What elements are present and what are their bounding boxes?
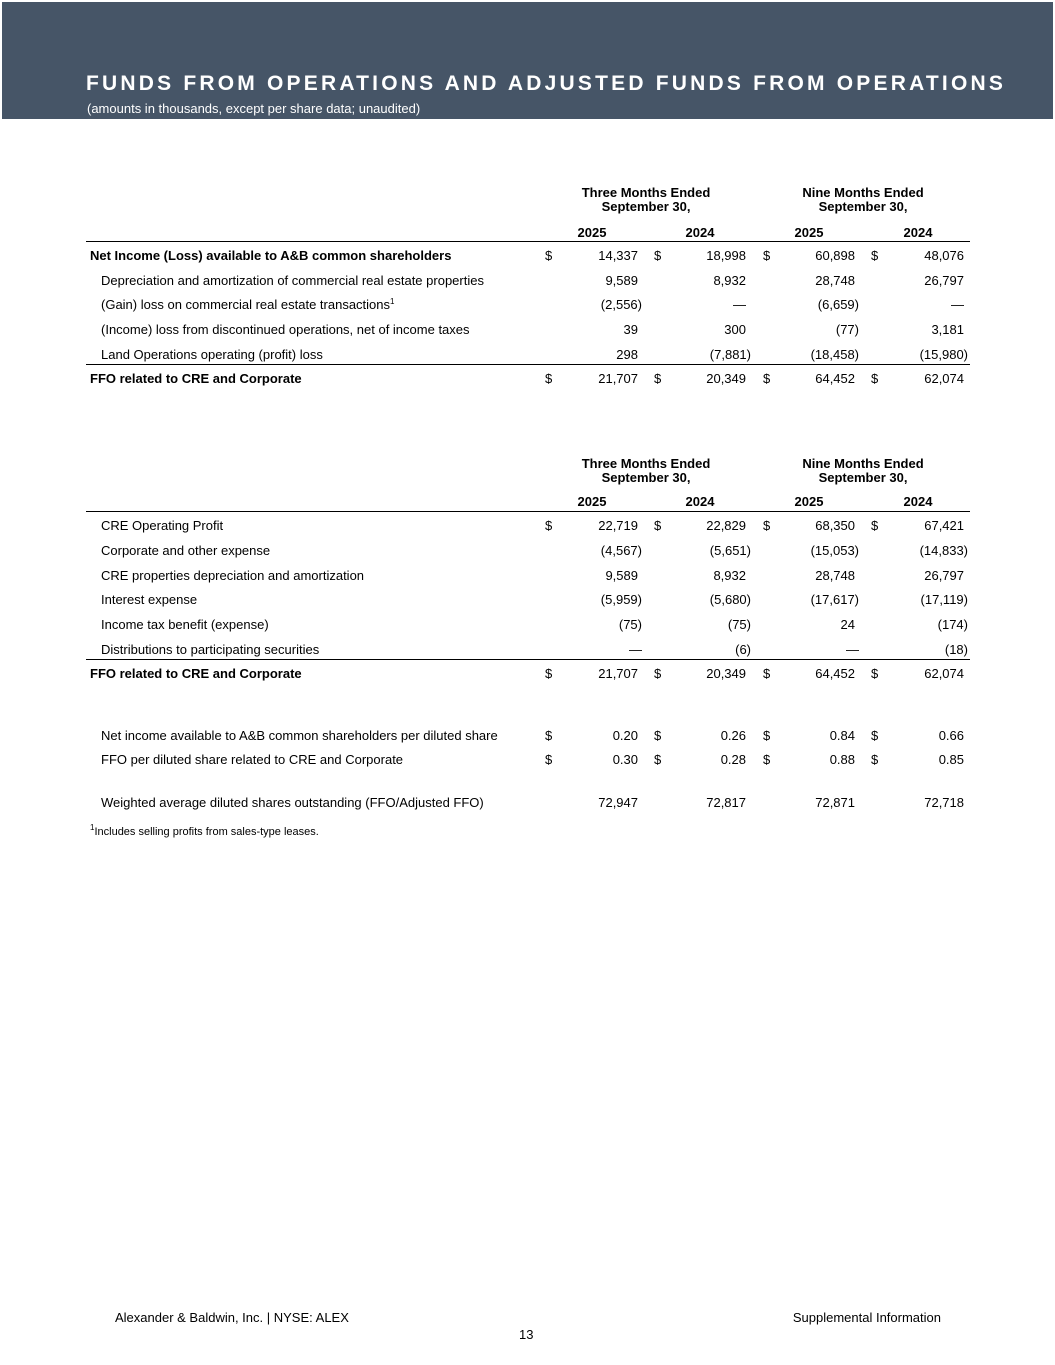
col-group-line2: September 30, [601,470,691,485]
col-group-line1: Nine Months Ended [802,456,924,471]
row-label: CRE properties depreciation and amortization [101,568,365,583]
year-header: 2025 [577,225,607,240]
row-label: Corporate and other expense [101,543,271,558]
year-header: 2024 [903,494,933,509]
table-cell: 0.85 [938,752,964,767]
currency-symbol: $ [871,518,879,533]
row-label: (Income) loss from discontinued operations, net of income taxes [101,322,470,337]
table-cell: 298 [616,347,638,362]
currency-symbol: $ [871,752,879,767]
currency-symbol: $ [871,728,879,743]
table-cell: 39 [623,322,638,337]
currency-symbol: $ [654,752,662,767]
table-cell: 3,181 [931,322,964,337]
col-group-header [763,186,963,214]
currency-symbol: $ [545,371,553,386]
table-cell: (2,556) [600,297,642,312]
col-group-line2: September 30, [818,199,908,214]
table-cell: — [846,642,859,657]
currency-symbol: $ [763,728,771,743]
col-group-header [546,457,746,485]
currency-symbol: $ [545,728,553,743]
table-cell: 20,349 [706,371,746,386]
table-cell: 26,797 [924,568,964,583]
table-cell: (75) [727,617,751,632]
table-cell: 9,589 [605,568,638,583]
currency-symbol: $ [654,518,662,533]
table-cell: 21,707 [598,666,638,681]
table-cell: 0.88 [829,752,855,767]
table-cell: (174) [937,617,968,632]
table-cell: (5,959) [600,592,642,607]
table-cell: 60,898 [815,248,855,263]
row-label: Income tax benefit (expense) [101,617,269,632]
table-cell: — [629,642,642,657]
table-cell: 8,932 [713,568,746,583]
table-cell: 62,074 [924,666,964,681]
row-label: Net income available to A&B common shareholders per diluted share [101,728,498,743]
total-label: FFO related to CRE and Corporate [90,371,302,386]
row-label: Depreciation and amortization of commercial real estate properties [101,273,484,288]
header-rule [86,511,970,512]
table-cell: (77) [835,322,859,337]
currency-symbol: $ [545,518,553,533]
currency-symbol: $ [763,371,771,386]
table-cell: (17,617) [810,592,859,607]
currency-symbol: $ [654,728,662,743]
table-cell: (15,053) [810,543,859,558]
table-cell: (6) [735,642,751,657]
col-group-line1: Nine Months Ended [802,185,924,200]
table-cell: 20,349 [706,666,746,681]
table-cell: 62,074 [924,371,964,386]
table-cell: 22,829 [706,518,746,533]
row-label [101,297,394,313]
currency-symbol: $ [763,248,771,263]
table-cell: 68,350 [815,518,855,533]
currency-symbol: $ [763,666,771,681]
footnote [90,823,319,838]
col-group-line2: September 30, [818,470,908,485]
col-group-line1: Three Months Ended [581,185,711,200]
table-cell: 18,998 [706,248,746,263]
currency-symbol: $ [871,248,879,263]
table-cell: 0.26 [720,728,746,743]
table-cell: 48,076 [924,248,964,263]
table-cell: 0.20 [612,728,638,743]
currency-symbol: $ [763,752,771,767]
table-cell: (17,119) [920,592,968,607]
total-rule [86,364,970,365]
table-cell: 28,748 [815,273,855,288]
table-cell: 72,947 [598,795,638,810]
row-label: FFO per diluted share related to CRE and Corporate [101,752,404,767]
table-cell: 9,589 [605,273,638,288]
table-cell: 0.66 [938,728,964,743]
currency-symbol: $ [871,666,879,681]
footnote-marker: 1 [90,823,95,832]
currency-symbol: $ [654,248,662,263]
table-cell: 64,452 [815,371,855,386]
table-cell: (7,881) [709,347,751,362]
table-cell: 28,748 [815,568,855,583]
table-cell: 72,871 [815,795,855,810]
table-cell: (5,680) [709,592,751,607]
footer-company: Alexander & Baldwin, Inc. | NYSE: ALEX [115,1310,349,1325]
table-cell: 22,719 [598,518,638,533]
table-cell: 0.28 [720,752,746,767]
row-label: CRE Operating Profit [101,518,224,533]
table-cell: 14,337 [598,248,638,263]
table-cell: (18,458) [810,347,859,362]
table-cell: 8,932 [713,273,746,288]
table-cell: 21,707 [598,371,638,386]
table-cell: 26,797 [924,273,964,288]
table-cell: (4,567) [600,543,642,558]
currency-symbol: $ [871,371,879,386]
currency-symbol: $ [545,666,553,681]
row-label: Land Operations operating (profit) loss [101,347,323,362]
row-label: Net Income (Loss) available to A&B common shareholders [90,248,452,263]
table-cell: — [951,297,964,312]
table-cell: (18) [944,642,968,657]
table-cell: 24 [840,617,855,632]
year-header: 2024 [903,225,933,240]
currency-symbol: $ [545,248,553,263]
row-label: Interest expense [101,592,198,607]
header-banner [2,2,1053,119]
header-rule [86,241,970,242]
table-cell: (15,980) [919,347,968,362]
col-group-header [763,457,963,485]
table-cell: — [733,297,746,312]
table-cell: 64,452 [815,666,855,681]
footer-doc-label: Supplemental Information [792,1310,941,1325]
year-header: 2025 [794,494,824,509]
year-header: 2025 [794,225,824,240]
year-header: 2024 [685,494,715,509]
table-cell: 72,718 [924,795,964,810]
table-cell: 72,817 [706,795,746,810]
year-header: 2025 [577,494,607,509]
table-cell: 0.84 [829,728,855,743]
currency-symbol: $ [763,518,771,533]
table-cell: (5,651) [709,543,751,558]
table-cell: (14,833) [919,543,968,558]
col-group-line1: Three Months Ended [581,456,711,471]
row-label: Distributions to participating securities [101,642,320,657]
page-subtitle: (amounts in thousands, except per share data; unaudited) [87,101,421,116]
row-label: Weighted average diluted shares outstanding (FFO/Adjusted FFO) [101,795,484,810]
col-group-header [546,186,746,214]
table-cell: 0.30 [612,752,638,767]
page-number: 13 [519,1327,534,1342]
total-rule [86,659,970,660]
currency-symbol: $ [545,752,553,767]
row-label-text: (Gain) loss on commercial real estate transactions [101,297,391,312]
total-label: FFO related to CRE and Corporate [90,666,302,681]
currency-symbol: $ [654,371,662,386]
table-cell: 300 [724,322,746,337]
currency-symbol: $ [654,666,662,681]
year-header: 2024 [685,225,715,240]
table-cell: (6,659) [817,297,859,312]
table-cell: (75) [618,617,642,632]
table-cell: 67,421 [924,518,964,533]
page-title: FUNDS FROM OPERATIONS AND ADJUSTED FUNDS FROM OPERATIONS [86,72,1007,95]
col-group-line2: September 30, [601,199,691,214]
footnote-marker: 1 [390,297,395,306]
footnote-text: Includes selling profits from sales-type leases. [94,826,319,838]
